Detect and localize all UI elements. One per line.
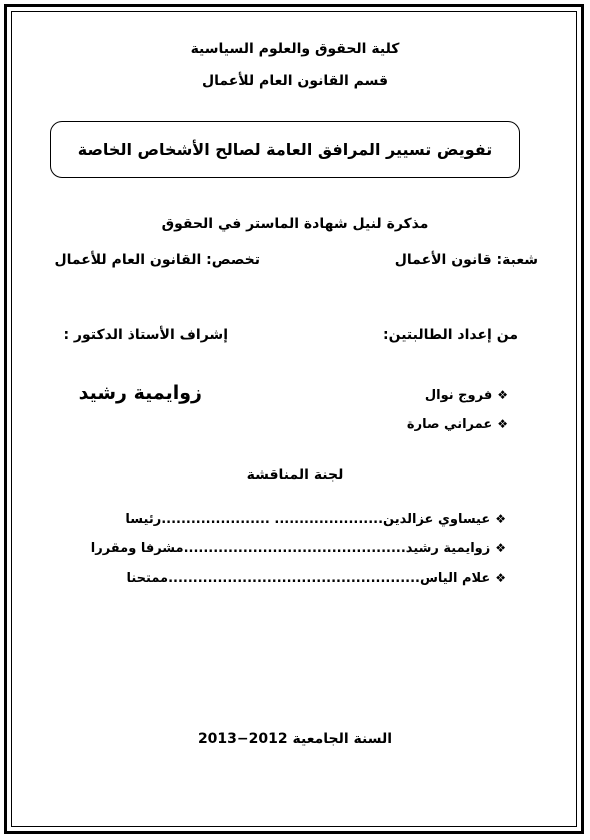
committee-member-line: عيساوي عزالدين...................... ......................رئيسا — [125, 512, 491, 527]
diamond-bullet-icon: ❖ — [495, 541, 506, 555]
diamond-bullet-icon: ❖ — [495, 512, 506, 526]
diamond-bullet-icon: ❖ — [497, 388, 508, 402]
diamond-bullet-icon: ❖ — [497, 417, 508, 431]
supervisor-label: إشراف الأستاذ الدكتور : — [63, 327, 228, 343]
committee-member — [126, 571, 506, 586]
thesis-title-box — [50, 121, 520, 178]
academic-year: السنة الجامعية 2012−2013 — [197, 731, 393, 747]
prepared-by-label: من إعداد الطالبتين: — [383, 327, 518, 343]
committee-member-line: علام الياس...................................................ممتحنا — [126, 571, 491, 586]
supervisor-name: زوايمية رشيد — [78, 382, 202, 404]
committee-heading: لجنة المناقشة — [246, 467, 344, 483]
student-2 — [407, 417, 508, 432]
branch-label: شعبة: قانون الأعمال — [394, 252, 538, 268]
specialty-label: تخصص: القانون العام للأعمال — [54, 252, 260, 268]
student-1 — [425, 388, 508, 403]
thesis-title: تفويض تسيير المرافق العامة لصالح الأشخاص الخاصة — [77, 140, 493, 159]
committee-member — [125, 512, 506, 527]
student-1-name: فروج نوال — [424, 388, 493, 403]
diamond-bullet-icon: ❖ — [495, 571, 506, 585]
faculty-name: كلية الحقوق والعلوم السياسية — [190, 41, 400, 57]
committee-member-line: زوايمية رشيد.............................................مشرفا ومقررا — [90, 541, 491, 556]
student-2-name: عمراني صارة — [406, 417, 493, 432]
department-name: قسم القانون العام للأعمال — [201, 73, 389, 89]
committee-member — [91, 541, 506, 556]
degree-line: مذكرة لنيل شهادة الماستر في الحقوق — [161, 216, 429, 232]
